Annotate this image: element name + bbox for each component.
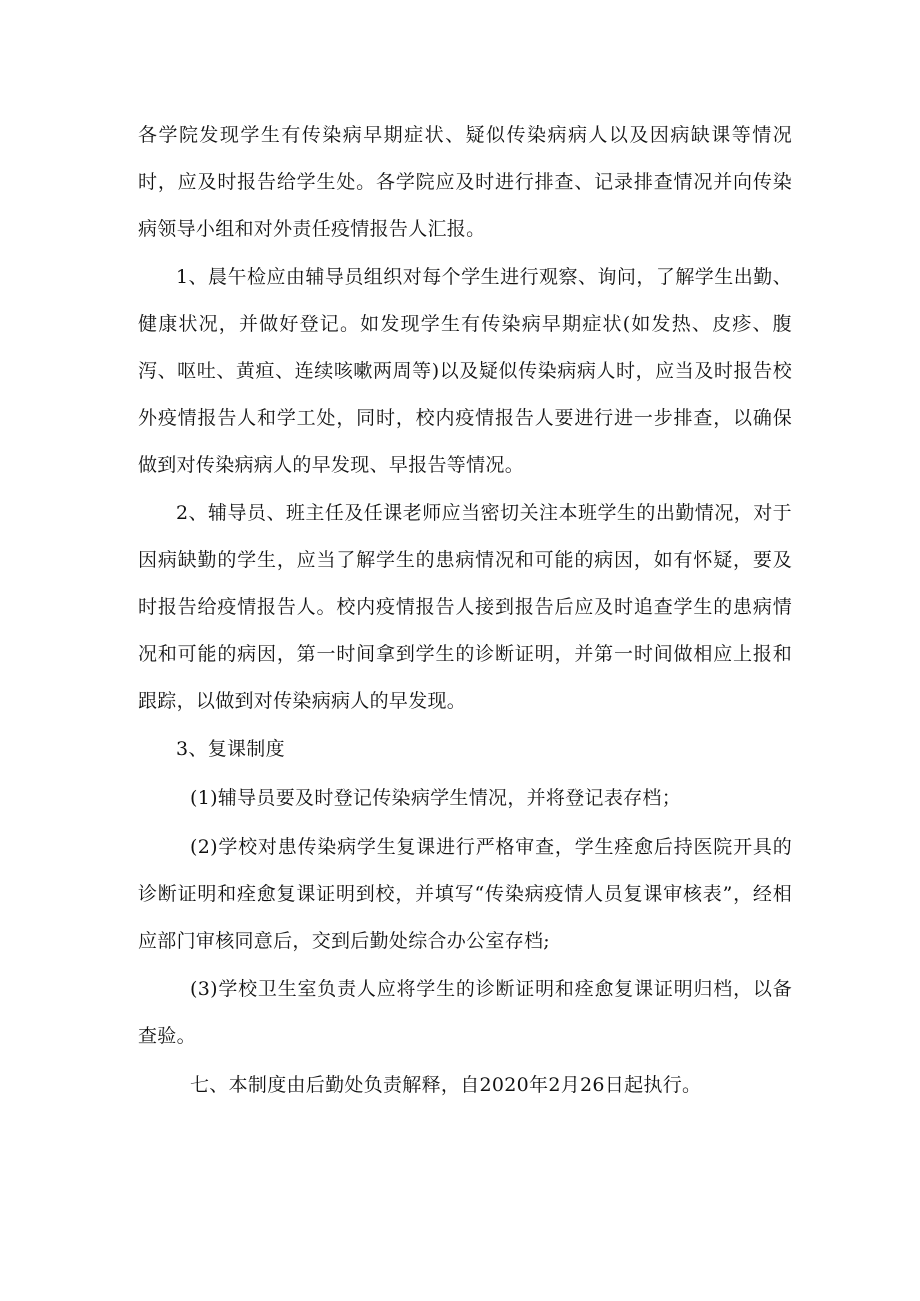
paragraph-intro: 各学院发现学生有传染病早期症状、疑似传染病病人以及因病缺课等情况时，应及时报告给学生处。各学院应及时进行排查、记录排查情况并向传染病领导小组和对外责任疫情报告人汇报。: [138, 124, 792, 240]
paragraph-item-7: 七、本制度由后勤处负责解释，自2020年2月26日起执行。: [190, 1073, 702, 1096]
paragraph-item-1: 1、晨午检应由辅导员组织对每个学生进行观察、询问，了解学生出勤、健康状况，并做好登记。如发现学生有传染病早期症状(如发热、皮疹、腹泻、呕吐、黄疸、连续咳嗽两周等)以及疑似传染病病人时，应当及时报告校外疫情报告人和学工处，同时，校内疫情报告人要进行进一步排查，以确保做到对传染病病人的早发现、早报告等情况。: [138, 266, 792, 476]
paragraph-item-3-2: (2)学校对患传染病学生复课进行严格审查，学生痊愈后持医院开具的诊断证明和痊愈复课证明到校，并填写“传染病疫情人员复课审核表”，经相应部门审核同意后，交到后勤处综合办公室存档;: [138, 835, 792, 952]
document-body: [138, 112, 792, 1109]
paragraph-item-3-1: (1)辅导员要及时登记传染病学生情况，并将登记表存档；: [190, 787, 682, 810]
paragraph-item-3-heading: 3、复课制度: [176, 738, 285, 761]
paragraph-item-2: 2、辅导员、班主任及任课老师应当密切关注本班学生的出勤情况，对于因病缺勤的学生，应当了解学生的患病情况和可能的病因，如有怀疑，要及时报告给疫情报告人。校内疫情报告人接到报告后应及时追查学生的患病情况和可能的病因，第一时间拿到学生的诊断证明，并第一时间做相应上报和跟踪，以做到对传染病病人的早发现。: [138, 502, 792, 712]
paragraph-item-3-3: (3)学校卫生室负责人应将学生的诊断证明和痊愈复课证明归档，以备查验。: [138, 978, 792, 1048]
